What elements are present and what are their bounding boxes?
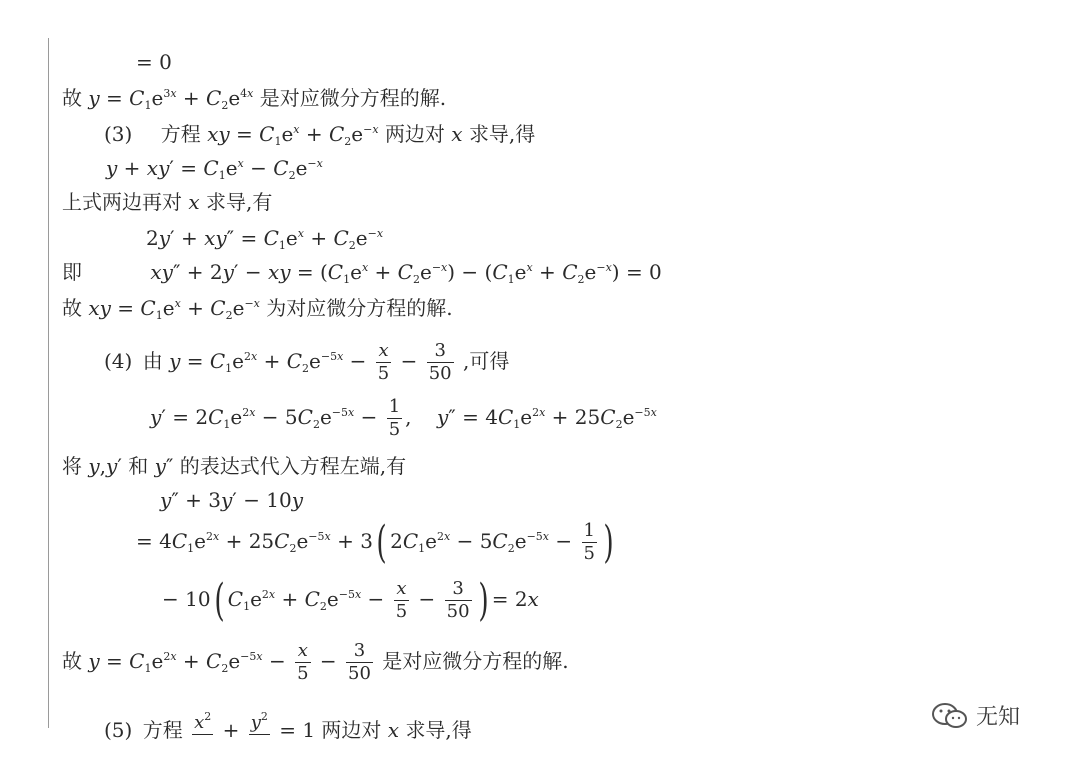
prefix-text: 故 xyxy=(62,296,82,320)
prefix-text: 故 xyxy=(62,649,82,673)
math-var: x xyxy=(188,190,200,214)
math-expression: y″ xyxy=(154,454,180,478)
prefix-text: 方程 xyxy=(142,718,183,742)
lhs-line xyxy=(160,490,303,510)
suffix-text: 是对应微分方程的解. xyxy=(382,649,569,673)
math-expression: xy = $C_1e^x + C_2e^{-x}$ xyxy=(88,296,260,322)
math-expression: xy = $C_1e^x + C_2e^{-x}$ xyxy=(207,122,379,148)
middle-text: 和 xyxy=(128,454,149,478)
math-expression: xy″ + 2y′ − xy = $(C_1e^x + C_2e^{-x}) - (C_1e^x + C_2e^{-x}) = 0$ xyxy=(150,260,662,286)
prefix-text: 将 xyxy=(62,454,82,478)
math-var: x xyxy=(451,122,463,146)
math-expression: y,y′ xyxy=(88,454,129,478)
prefix-text: 故 xyxy=(62,86,82,110)
math-expression: $x^2$ + $y^2$ xyxy=(189,718,279,742)
derivative-line-2 xyxy=(146,228,383,251)
suffix-text: 是对应微分方程的解. xyxy=(259,86,447,110)
substitution-line xyxy=(62,262,662,285)
derivatives-line xyxy=(150,396,657,441)
left-margin-rule xyxy=(48,38,49,728)
prefix-text: 方程 xyxy=(160,122,201,146)
problem-4-line xyxy=(104,340,509,385)
math-expression: = $4C_1e^{2x} + 25C_2e^{-5x} + 3$( $2C_1e^{2x} - 5C_2e^{-5x}$ − $\frac{1}{5}$ ) xyxy=(136,516,614,568)
suffix-text: 的表达式代入方程左端,有 xyxy=(179,454,407,478)
expansion-line-1 xyxy=(136,516,617,568)
equation-line-1 xyxy=(136,52,172,72)
middle-text: = 1 两边对 xyxy=(279,718,382,742)
problem-number: (3) xyxy=(104,122,133,146)
math-expression: $y' = 2C_1e^{2x} - 5C_2e^{-5x}$ − $\frac{1}{5}$ , $y'' = 4C_1e^{2x} + 25C_2e^{-5x}$ xyxy=(150,396,657,440)
math-expression: y″ + 3y′ − 10y xyxy=(160,488,304,512)
math-expression: − 10( $C_1e^{2x} + C_2e^{-5x}$ − $\frac{x}{5}$ − $\frac{3}{50}$ ) = 2x xyxy=(162,574,539,626)
conclusion-line-1 xyxy=(62,88,446,111)
expansion-line-2 xyxy=(162,574,539,626)
suffix-text: 求导,有 xyxy=(206,190,273,214)
prefix-text: 上式两边再对 xyxy=(62,190,182,214)
math-var: x xyxy=(387,718,400,742)
prefix-text: 即 xyxy=(62,260,82,284)
watermark xyxy=(930,700,1020,731)
text-line-substitute xyxy=(62,456,406,476)
prefix-text: 由 xyxy=(142,349,163,373)
suffix-text: 求导,得 xyxy=(405,718,472,742)
math-expression: $y + xy' = C_1e^x - C_2e^{-x}$ xyxy=(106,156,323,182)
derivative-line-1 xyxy=(106,158,323,181)
math-expression: $y = C_1e^{2x} + C_2e^{-5x}$ − $\frac{x}{5}$ − $\frac{3}{50}$ xyxy=(88,640,371,684)
problem-number: (4) xyxy=(104,349,133,373)
text-line-derive-again xyxy=(62,192,272,212)
math-expression: $y = C_1e^{2x} + C_2e^{-5x}$ − $\frac{x}{5}$ − $\frac{3}{50}$ xyxy=(169,340,452,384)
suffix-text: 求导,得 xyxy=(468,122,536,146)
suffix-text: 为对应微分方程的解. xyxy=(266,296,453,320)
watermark-text: 无知 xyxy=(976,705,1021,730)
conclusion-line-2 xyxy=(62,298,453,321)
conclusion-line-3 xyxy=(62,640,569,685)
problem-5-line xyxy=(104,706,472,757)
problem-3-line xyxy=(104,124,535,147)
equals-zero: = 0 xyxy=(136,50,172,74)
math-expression: $2y' + xy'' = C_1e^x + C_2e^{-x}$ xyxy=(146,226,384,252)
problem-number: (5) xyxy=(104,718,133,742)
middle-text: 两边对 xyxy=(384,122,445,146)
wechat-icon xyxy=(930,701,970,731)
suffix-text: ,可得 xyxy=(463,349,510,373)
math-expression: $y = C_1e^{3x} + C_2e^{4x}$ xyxy=(88,86,254,112)
